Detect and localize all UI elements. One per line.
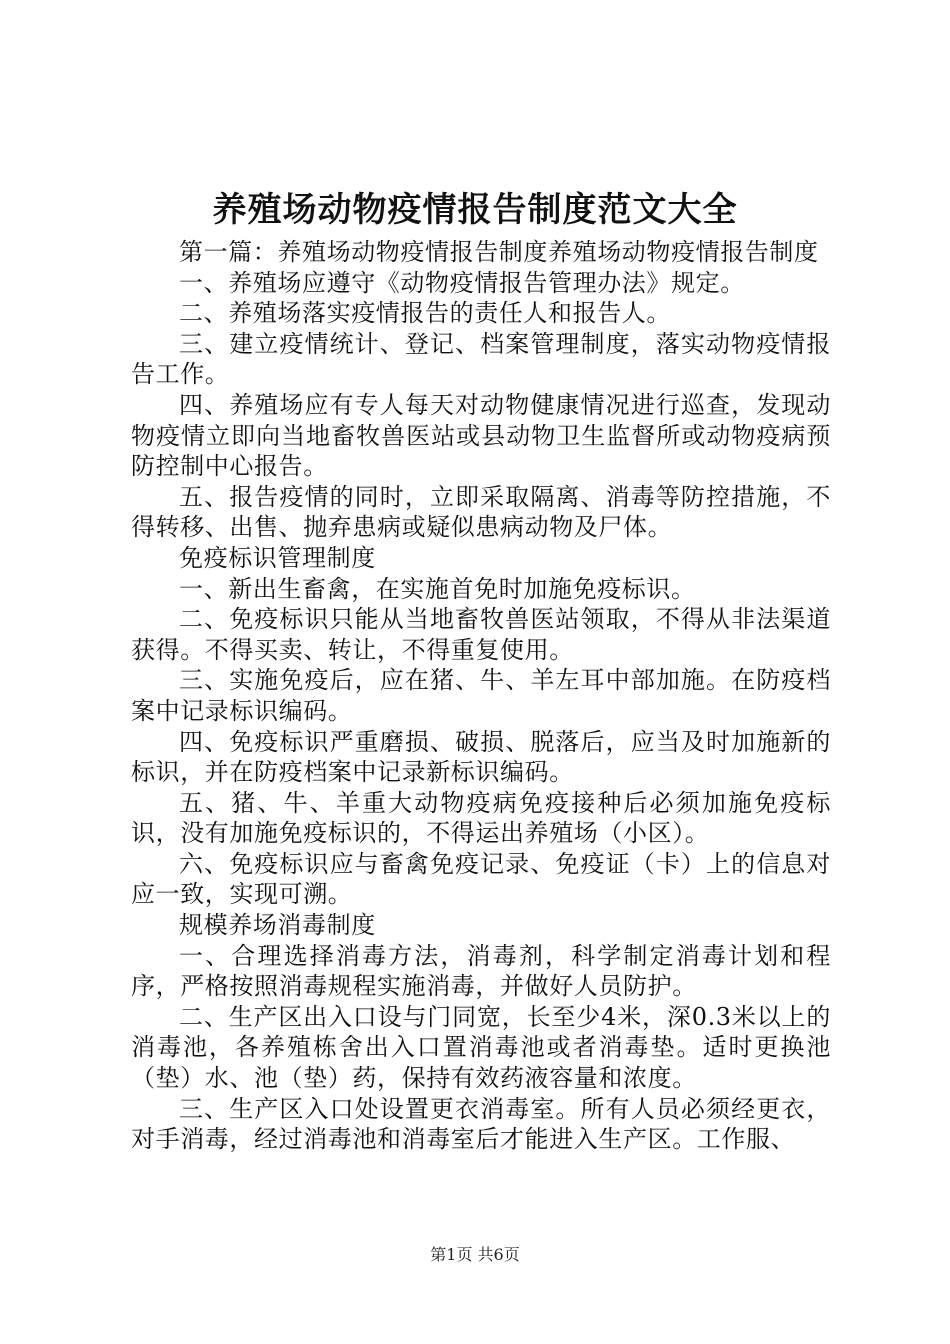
paragraph: 一、养殖场应遵守《动物疫情报告管理办法》规定。 [179, 268, 745, 297]
paragraph: 四、养殖场应有专人每天对动物健康情况进行巡查，发现动物疫情立即向当地畜牧兽医站或县动物卫生监督所或动物疫病预防控制中心报告。 [131, 390, 831, 481]
paragraph: 五、猪、牛、羊重大动物疫病免疫接种后必须加施免疫标识，没有加施免疫标识的，不得运出养殖场（小区）。 [131, 788, 831, 848]
paragraph: 六、免疫标识应与畜禽免疫记录、免疫证（卡）上的信息对应一致，实现可溯。 [131, 849, 831, 909]
paragraph: 三、生产区入口处设置更衣消毒室。所有人员必须经更衣，对手消毒，经过消毒池和消毒室后才能进入生产区。工作服、 [131, 1094, 831, 1154]
paragraph: 三、建立疫情统计、登记、档案管理制度，落实动物疫情报告工作。 [131, 329, 831, 389]
document-title: 养殖场动物疫情报告制度范文大全 [212, 190, 738, 230]
section-heading: 免疫标识管理制度 [179, 543, 376, 572]
paragraph: 四、免疫标识严重磨损、破损、脱落后，应当及时加施新的标识，并在防疫档案中记录新标识编码。 [131, 727, 831, 787]
paragraph: 二、免疫标识只能从当地畜牧兽医站领取，不得从非法渠道获得。不得买卖、转让，不得重复使用。 [131, 605, 831, 664]
paragraph: 五、报告疫情的同时，立即采取隔离、消毒等防控措施，不得转移、出售、抛弃患病或疑似患病动物及尸体。 [131, 482, 831, 542]
paragraph: 第一篇：养殖场动物疫情报告制度养殖场动物疫情报告制度 [179, 238, 819, 266]
paragraph: 三、实施免疫后，应在猪、牛、羊左耳中部加施。在防疫档案中记录标识编码。 [131, 666, 831, 725]
section-heading: 规模养场消毒制度 [179, 911, 376, 940]
paragraph: 一、合理选择消毒方法，消毒剂，科学制定消毒计划和程序，严格按照消毒规程实施消毒，并做好人员防护。 [131, 941, 831, 1001]
paragraph: 二、生产区出入口设与门同宽，长至少4米，深0.3米以上的消毒池，各养殖栋舍出入口置消毒池或者消毒垫。适时更换池（垫）水、池（垫）药，保持有效药液容量和浓度。 [131, 1002, 831, 1093]
paragraph: 一、新出生畜禽，在实施首免时加施免疫标识。 [179, 574, 696, 603]
paragraph: 二、养殖场落实疫情报告的责任人和报告人。 [179, 299, 671, 328]
page-footer: 第1页 共6页 [430, 1245, 520, 1264]
document-body [131, 237, 831, 1155]
